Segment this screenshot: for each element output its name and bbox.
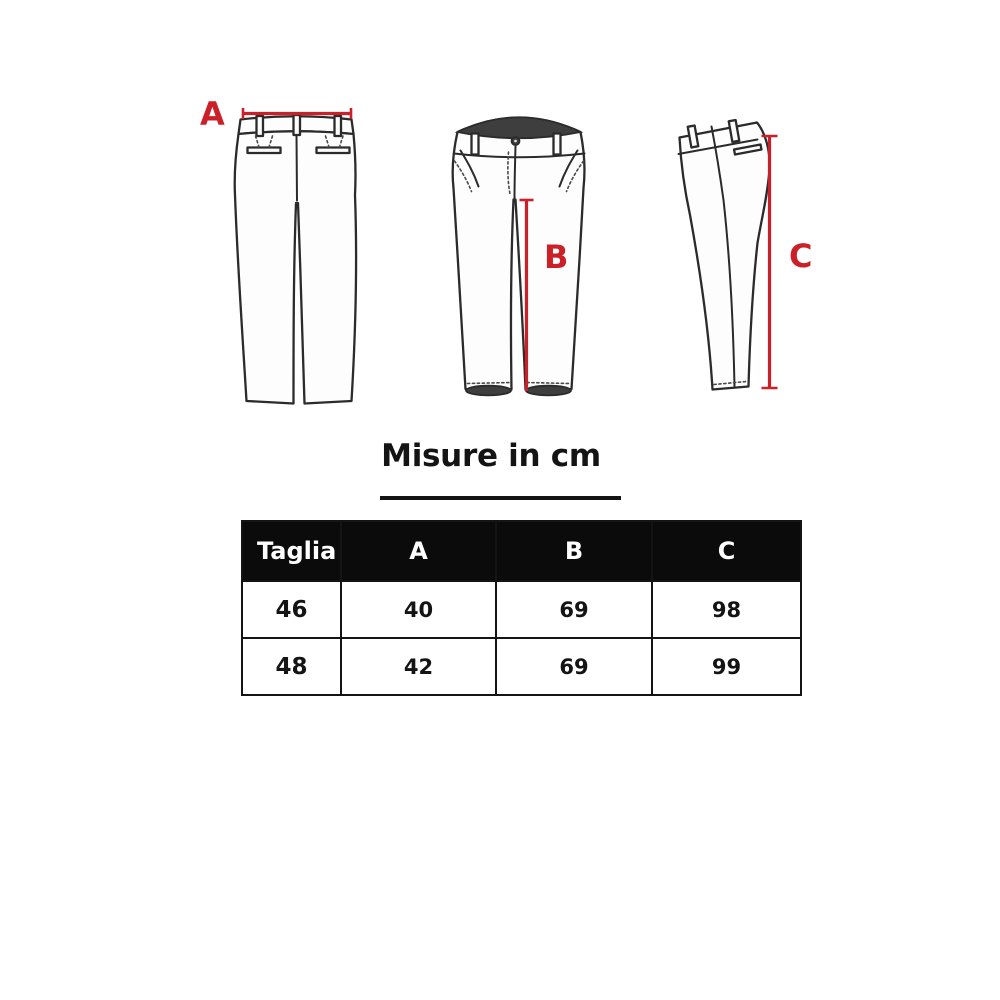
cell-a: 42	[341, 638, 496, 695]
size-table-header-row	[242, 521, 801, 581]
cell-a: 40	[341, 581, 496, 638]
cell-c: 99	[652, 638, 801, 695]
header-b: B	[496, 521, 652, 581]
center-back-seam	[297, 134, 298, 201]
size-row-48	[242, 638, 801, 695]
leg-hem	[466, 386, 511, 396]
belt-loop	[472, 134, 479, 155]
back-pocket	[248, 148, 281, 154]
size-table	[241, 520, 802, 696]
leg-hem	[526, 386, 571, 396]
pants-back-view-illustration	[235, 115, 356, 404]
belt-loop	[294, 115, 301, 135]
section-title: Misure in cm	[381, 438, 601, 474]
measure-label-b: B	[544, 238, 569, 276]
cell-taglia: 48	[242, 638, 341, 695]
belt-loop	[257, 116, 264, 136]
belt-loop	[554, 134, 561, 155]
measure-label-c: C	[789, 237, 813, 275]
back-pocket	[317, 148, 350, 154]
size-row-46	[242, 581, 801, 638]
pants-measurement-diagram	[180, 95, 830, 420]
belt-loop	[335, 116, 342, 136]
measure-label-a: A	[200, 95, 225, 133]
cell-b: 69	[496, 638, 652, 695]
cell-c: 98	[652, 581, 801, 638]
title-underline	[380, 496, 621, 500]
header-c: C	[652, 521, 801, 581]
cell-taglia: 46	[242, 581, 341, 638]
header-a: A	[341, 521, 496, 581]
cell-b: 69	[496, 581, 652, 638]
pants-side-view-illustration	[679, 120, 770, 389]
header-taglia: Taglia	[242, 521, 341, 581]
